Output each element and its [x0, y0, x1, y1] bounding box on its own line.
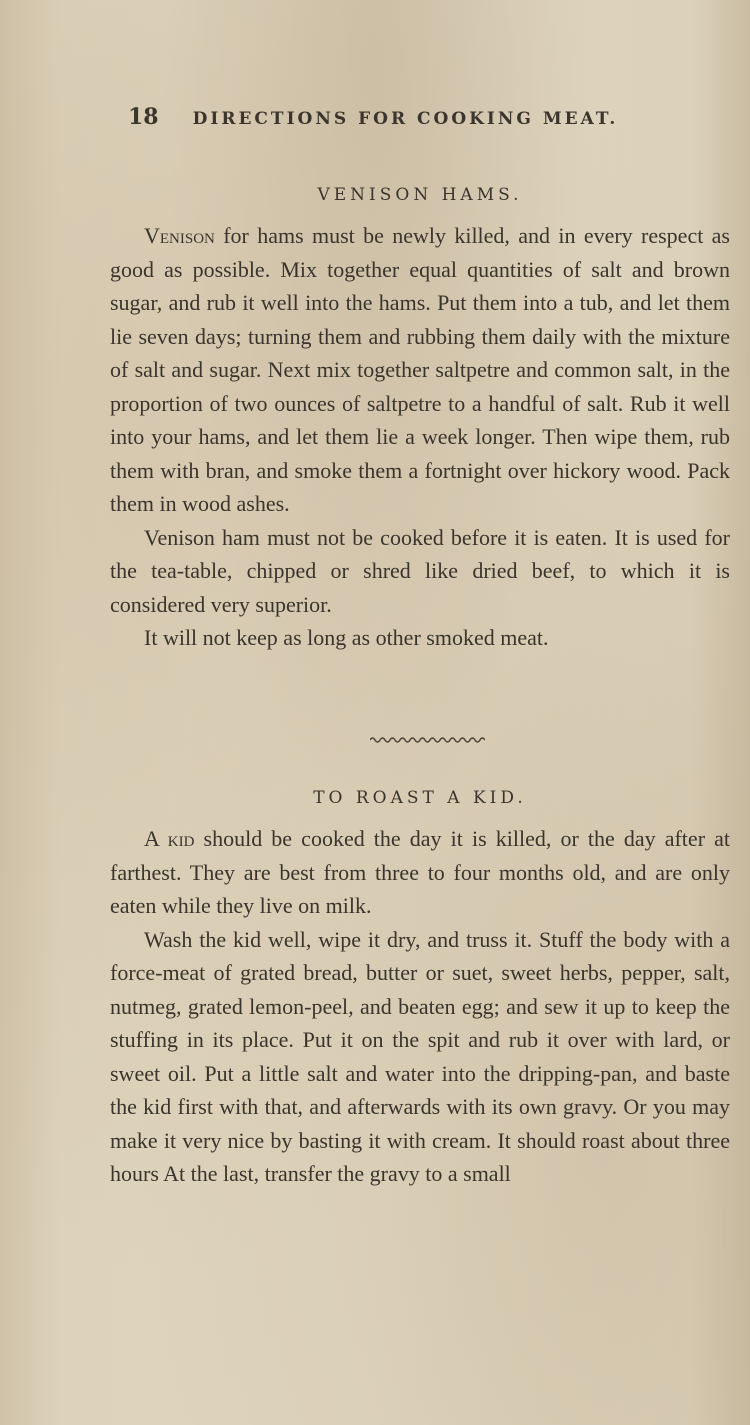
paragraph-text: Wash the kid well, wipe it dry, and truss it. Stuff the body with a force-meat of grated bread, butter or suet, sweet herbs, pepper, salt, nutmeg, grated lemon-peel, and beaten egg; and sew it up to keep the stuffing in its place. Put it on the spit and rub it over with lard, or sweet oil. Put a little salt and water into the dripping-pan, and baste the kid first with that, and afterwards with its own gravy. Or you may make it very nice by basting it with cream. It should roast about three hours At the last, transfer the gravy to a small — [110, 926, 730, 1186]
page-number: 18 — [128, 104, 159, 130]
paragraph — [110, 923, 730, 1191]
section-roast-kid — [110, 788, 730, 1191]
paragraph-lead: Venison — [144, 223, 215, 248]
running-head — [128, 104, 648, 130]
section-title: VENISON HAMS. — [317, 185, 523, 205]
paragraph — [110, 219, 730, 521]
section-venison-hams — [110, 185, 730, 655]
paragraph-text: Venison ham must not be cooked before it is eaten. It is used for the tea-table, chipped or shred like dried beef, to which it is considered very superior. — [110, 524, 730, 617]
running-title: DIRECTIONS FOR COOKING MEAT. — [192, 109, 619, 129]
paragraph — [110, 621, 730, 655]
paragraph-text: should be cooked the day it is killed, or the day after at farthest. They are best from three to four months old, and are only eaten while they live on milk. — [110, 826, 730, 918]
paragraph-lead: A kid — [144, 826, 195, 851]
section-title: TO ROAST A KID. — [313, 788, 527, 808]
paragraph-text: for hams must be newly killed, and in every respect as good as possible. Mix together equal quantities of salt and brown sugar, and rub it well into the hams. Put them into a tub, and let them lie seven days; turning them and rubbing them daily with the mixture of salt and sugar. Next mix together saltpetre and common salt, in the proportion of two ounces of saltpetre to a handful of salt. Rub it well into your hams, and let them lie a week longer. Then wipe them, rub them with bran, and smoke them a fortnight over hickory wood. Pack them in wood ashes. — [110, 223, 730, 516]
ornamental-divider — [370, 736, 485, 744]
paragraph — [110, 822, 730, 923]
paragraph — [110, 521, 730, 622]
paragraph-text: It will not keep as long as other smoked meat. — [144, 625, 549, 650]
